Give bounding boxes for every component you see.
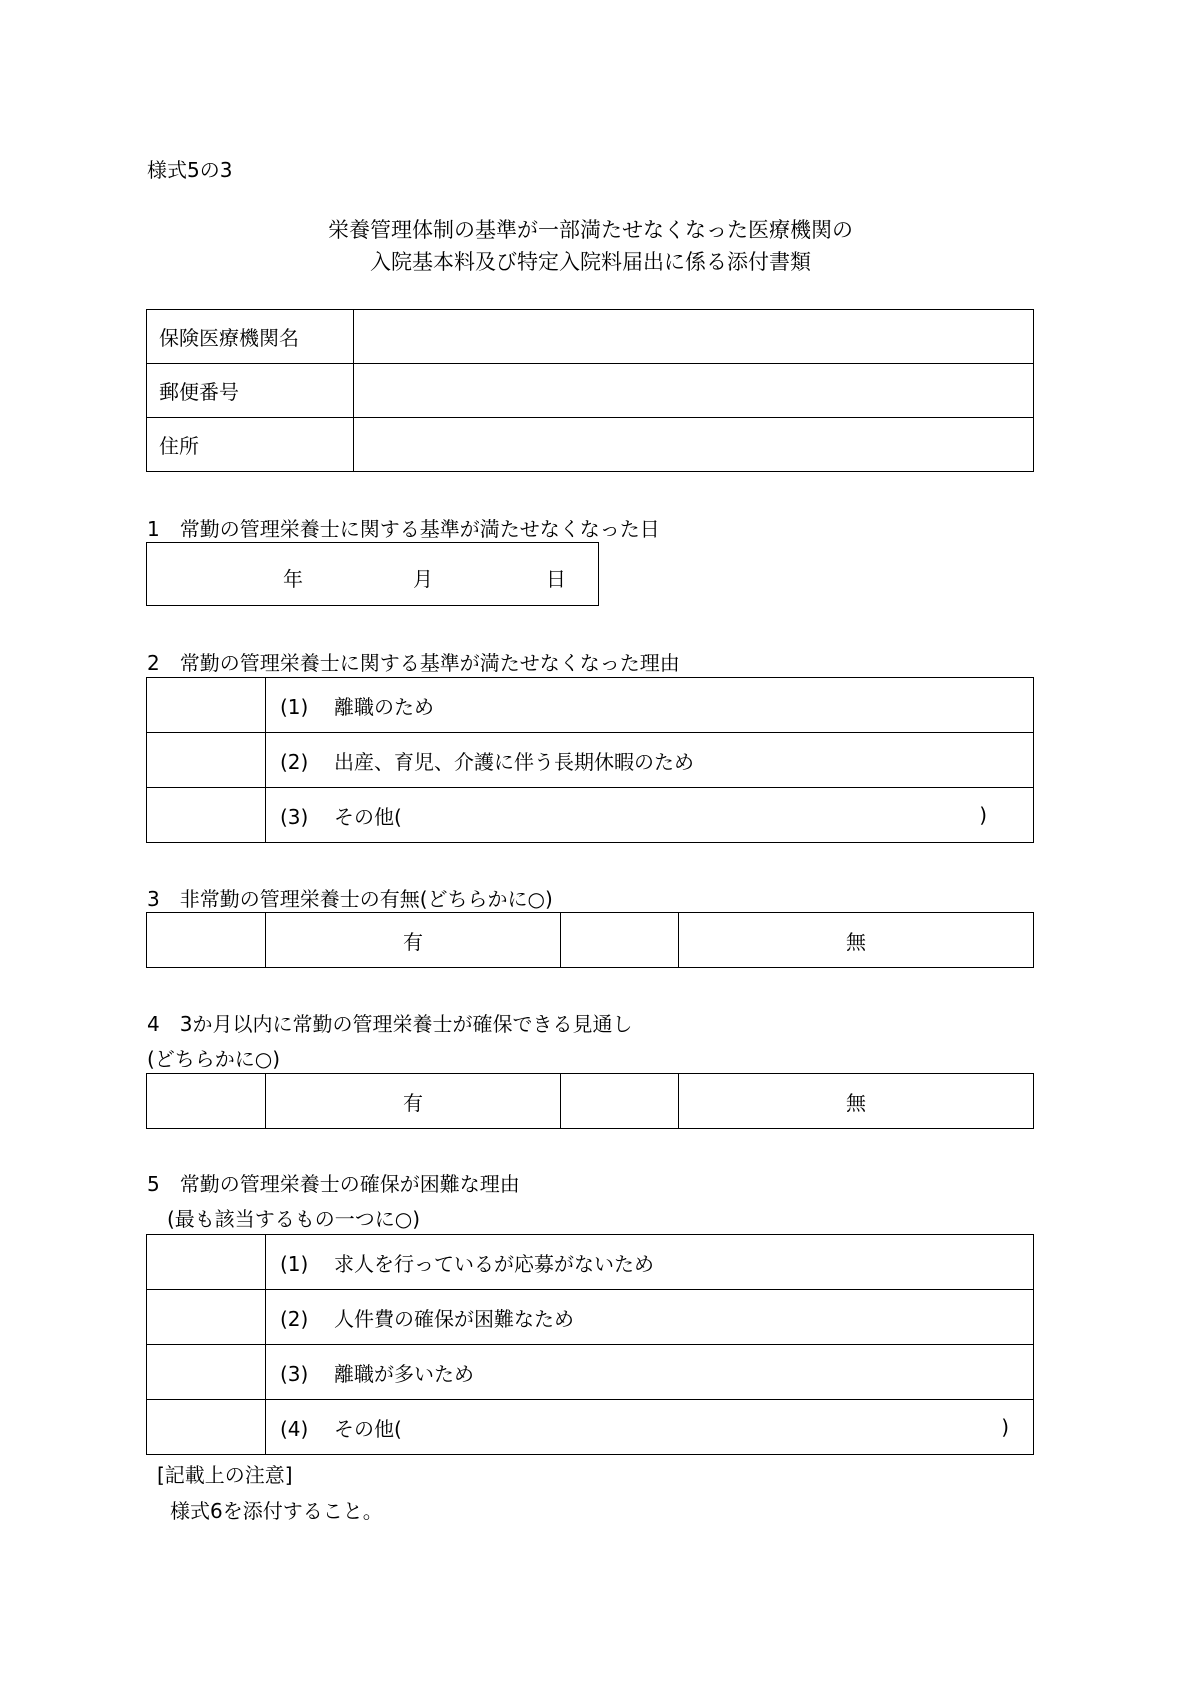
section4-heading: 4 3か月以内に常勤の管理栄養士が確保できる見通し	[147, 1012, 633, 1036]
reason-option-other[interactable]	[266, 788, 1034, 843]
checkbox-cell[interactable]	[147, 788, 266, 843]
option-text: 離職のため	[334, 694, 434, 719]
option-number: (3)	[280, 804, 309, 829]
checkbox-cell[interactable]	[147, 678, 266, 733]
yes-label: 有	[266, 1074, 561, 1129]
year-label: 年	[283, 567, 303, 591]
day-label: 日	[546, 567, 566, 591]
no-label: 無	[679, 1074, 1034, 1129]
reason-option	[266, 733, 1034, 788]
checkbox-cell[interactable]	[147, 1345, 266, 1400]
reason-option	[266, 1235, 1034, 1290]
close-paren: )	[979, 803, 987, 827]
section4-subheading: (どちらかに○)	[147, 1047, 281, 1071]
table-row	[147, 678, 1034, 733]
document-title-line1: 栄養管理体制の基準が一部満たせなくなった医療機関の	[328, 218, 853, 242]
option-number: (1)	[280, 1251, 309, 1276]
checkbox-cell[interactable]	[147, 1290, 266, 1345]
section5-subheading: (最も該当するもの一つに○)	[167, 1207, 421, 1231]
postal-code-field[interactable]	[354, 364, 1034, 418]
option-number: (2)	[280, 749, 309, 774]
table-row	[147, 733, 1034, 788]
yes-label: 有	[266, 913, 561, 968]
option-text: その他(	[334, 804, 402, 829]
table-row	[147, 1400, 1034, 1455]
option-text: 出産、育児、介護に伴う長期休暇のため	[334, 749, 694, 774]
postal-code-label: 郵便番号	[147, 364, 354, 418]
section5-reasons-table	[146, 1234, 1034, 1455]
reason-option	[266, 1345, 1034, 1400]
close-paren: )	[1001, 1415, 1009, 1439]
form-id: 様式5の3	[147, 158, 233, 182]
institution-name-field[interactable]	[354, 310, 1034, 364]
section2-reasons-table	[146, 677, 1034, 843]
table-row	[147, 788, 1034, 843]
no-mark-cell[interactable]	[561, 1074, 679, 1129]
option-text: 離職が多いため	[334, 1361, 474, 1386]
institution-name-label: 保険医療機関名	[147, 310, 354, 364]
reason-option-other[interactable]	[266, 1400, 1034, 1455]
reason-option	[266, 1290, 1034, 1345]
option-number: (4)	[280, 1416, 309, 1441]
option-number: (3)	[280, 1361, 309, 1386]
section5-heading: 5 常勤の管理栄養士の確保が困難な理由	[147, 1172, 520, 1196]
table-row	[147, 418, 1034, 472]
table-row	[147, 1235, 1034, 1290]
table-row	[147, 310, 1034, 364]
option-text: その他(	[334, 1416, 402, 1441]
table-row	[147, 1345, 1034, 1400]
table-row	[147, 1290, 1034, 1345]
section3-heading: 3 非常勤の管理栄養士の有無(どちらかに○)	[147, 887, 553, 911]
address-label: 住所	[147, 418, 354, 472]
option-number: (1)	[280, 694, 309, 719]
address-field[interactable]	[354, 418, 1034, 472]
no-label: 無	[679, 913, 1034, 968]
option-number: (2)	[280, 1306, 309, 1331]
yes-mark-cell[interactable]	[147, 913, 266, 968]
option-text: 人件費の確保が困難なため	[334, 1306, 574, 1331]
section4-choice-table	[146, 1073, 1034, 1129]
document-title-line2: 入院基本料及び特定入院料届出に係る添付書類	[370, 250, 811, 274]
checkbox-cell[interactable]	[147, 1235, 266, 1290]
section1-heading: 1 常勤の管理栄養士に関する基準が満たせなくなった日	[147, 517, 660, 541]
table-row	[147, 913, 1034, 968]
date-box[interactable]	[146, 542, 599, 606]
option-text: 求人を行っているが応募がないため	[334, 1251, 654, 1276]
notes-heading: [記載上の注意]	[157, 1463, 293, 1487]
table-row	[147, 1074, 1034, 1129]
reason-option	[266, 678, 1034, 733]
table-row	[147, 364, 1034, 418]
section2-heading: 2 常勤の管理栄養士に関する基準が満たせなくなった理由	[147, 651, 680, 675]
notes-text: 様式6を添付すること。	[170, 1499, 383, 1523]
month-label: 月	[413, 567, 433, 591]
checkbox-cell[interactable]	[147, 733, 266, 788]
checkbox-cell[interactable]	[147, 1400, 266, 1455]
section3-choice-table	[146, 912, 1034, 968]
yes-mark-cell[interactable]	[147, 1074, 266, 1129]
institution-info-table	[146, 309, 1034, 472]
no-mark-cell[interactable]	[561, 913, 679, 968]
